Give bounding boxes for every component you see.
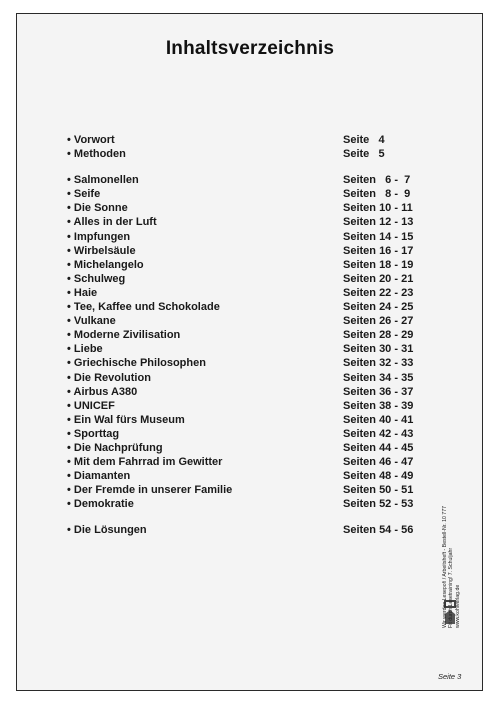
toc-entry-title: • Griechische Philosophen [67, 356, 343, 370]
toc-entry-pages: Seiten 32 - 33 [343, 357, 414, 370]
toc-entry-title: • Alles in der Luft [67, 215, 343, 229]
toc-entry [67, 272, 427, 286]
toc-entry [67, 215, 427, 229]
toc-entry-pages: Seiten 46 - 47 [343, 456, 414, 469]
toc-entry [67, 356, 427, 370]
toc-entry-pages: Seiten 26 - 27 [343, 315, 414, 328]
toc-entry-title: • Airbus A380 [67, 385, 343, 399]
toc-entry-pages: Seiten 44 - 45 [343, 441, 414, 454]
toc-entry-pages: Seiten 36 - 37 [343, 385, 414, 398]
toc-entry-title: • Schulweg [67, 272, 343, 286]
toc-entry [67, 314, 427, 328]
toc-entry [67, 147, 427, 161]
toc-entry [67, 441, 427, 455]
toc-entry-title: • Salmonellen [67, 173, 343, 187]
toc-entry-pages: Seiten 8 - 9 [343, 188, 411, 201]
toc-entry-pages: Seiten 40 - 41 [343, 413, 414, 426]
publisher-info [442, 506, 461, 628]
toc-entry-title: • Diamanten [67, 469, 343, 483]
toc-entry-pages: Seiten 12 - 13 [343, 216, 414, 229]
toc-entry-title: • Seife [67, 187, 343, 201]
toc-entry [67, 342, 427, 356]
toc-entry-pages: Seiten 52 - 53 [343, 498, 414, 511]
toc-entry-title: • Mit dem Fahrrad im Gewitter [67, 455, 343, 469]
toc-entry-title: • Ein Wal fürs Museum [67, 413, 343, 427]
toc-entry-pages: Seiten 48 - 49 [343, 470, 414, 483]
toc-entry-pages: Seiten 30 - 31 [343, 343, 414, 356]
toc-entry-pages: Seite 5 [343, 148, 385, 161]
toc-entry [67, 399, 427, 413]
toc-entry-pages: Seiten 20 - 21 [343, 272, 414, 285]
toc-entry [67, 230, 427, 244]
toc-entry-title: • Vorwort [67, 133, 343, 147]
toc-entry-pages: Seiten 34 - 35 [343, 371, 414, 384]
toc-entry-title: • Tee, Kaffee und Schokolade [67, 300, 343, 314]
toc-entry [67, 173, 427, 187]
group-spacer [67, 161, 427, 173]
toc-entry-pages: Seiten 10 - 11 [343, 202, 413, 215]
toc-entry-pages: Seite 4 [343, 134, 385, 146]
group-spacer [67, 511, 427, 523]
toc-entry-pages: Seiten 16 - 17 [343, 244, 414, 257]
page-title: Inhaltsverzeichnis [165, 38, 335, 59]
toc-entry [67, 328, 427, 342]
toc-entry [67, 413, 427, 427]
toc-entry [67, 497, 427, 511]
toc-entry-pages: Seiten 38 - 39 [343, 399, 414, 412]
toc-entry-pages: Seiten 6 - 7 [343, 174, 411, 187]
toc-entry-title: • Liebe [67, 342, 343, 356]
table-of-contents [67, 133, 427, 538]
toc-entry-pages: Seiten 28 - 29 [343, 329, 414, 342]
page-number: Seite 3 [438, 672, 462, 681]
toc-entry [67, 455, 427, 469]
toc-entry-pages: Seiten 18 - 19 [343, 258, 414, 271]
toc-entry [67, 523, 427, 537]
toc-entry-pages: Seiten 42 - 43 [343, 427, 414, 440]
toc-entry [67, 385, 427, 399]
toc-entry-title: • UNICEF [67, 399, 343, 413]
toc-entry-title: • Methoden [67, 147, 343, 161]
toc-entry [67, 427, 427, 441]
toc-entry-title: • Moderne Zivilisation [67, 328, 343, 342]
toc-entry-title: • Michelangelo [67, 258, 343, 272]
toc-entry-title: • Vulkane [67, 314, 343, 328]
toc-entry [67, 483, 427, 497]
toc-entry-title: • Die Lösungen [67, 523, 343, 537]
toc-entry-title: • Sporttag [67, 427, 343, 441]
toc-entry [67, 469, 427, 483]
toc-entry-pages: Seiten 50 - 51 [343, 484, 414, 497]
toc-entry-title: • Die Revolution [67, 371, 343, 385]
toc-entry [67, 300, 427, 314]
publisher-url: www.kohlverlag.de [454, 584, 461, 628]
toc-entry [67, 244, 427, 258]
toc-entry-title: • Impfungen [67, 230, 343, 244]
toc-entry [67, 201, 427, 215]
toc-entry-pages: Seiten 54 - 56 [343, 524, 414, 537]
toc-entry-title: • Haie [67, 286, 343, 300]
toc-entry [67, 258, 427, 272]
toc-entry [67, 133, 427, 147]
toc-entry [67, 187, 427, 201]
toc-entry [67, 286, 427, 300]
toc-entry-pages: Seiten 24 - 25 [343, 301, 414, 314]
toc-entry-title: • Wirbelsäule [67, 244, 343, 258]
toc-entry-pages: Seiten 14 - 15 [343, 230, 414, 243]
toc-entry-title: • Die Nachprüfung [67, 441, 343, 455]
publisher-line-2: Fit durch Lesetraining! 7. Schuljahr [448, 547, 455, 628]
toc-entry-title: • Die Sonne [67, 201, 343, 215]
toc-entry-title: • Der Fremde in unserer Familie [67, 483, 343, 497]
toc-entry-pages: Seiten 22 - 23 [343, 286, 414, 299]
toc-entry [67, 371, 427, 385]
publisher-line-1: Wir werden Lesepofi / Arbeitsheft - Bestell-Nr. 10 777 [442, 506, 448, 628]
toc-entry-title: • Demokratie [67, 497, 343, 511]
